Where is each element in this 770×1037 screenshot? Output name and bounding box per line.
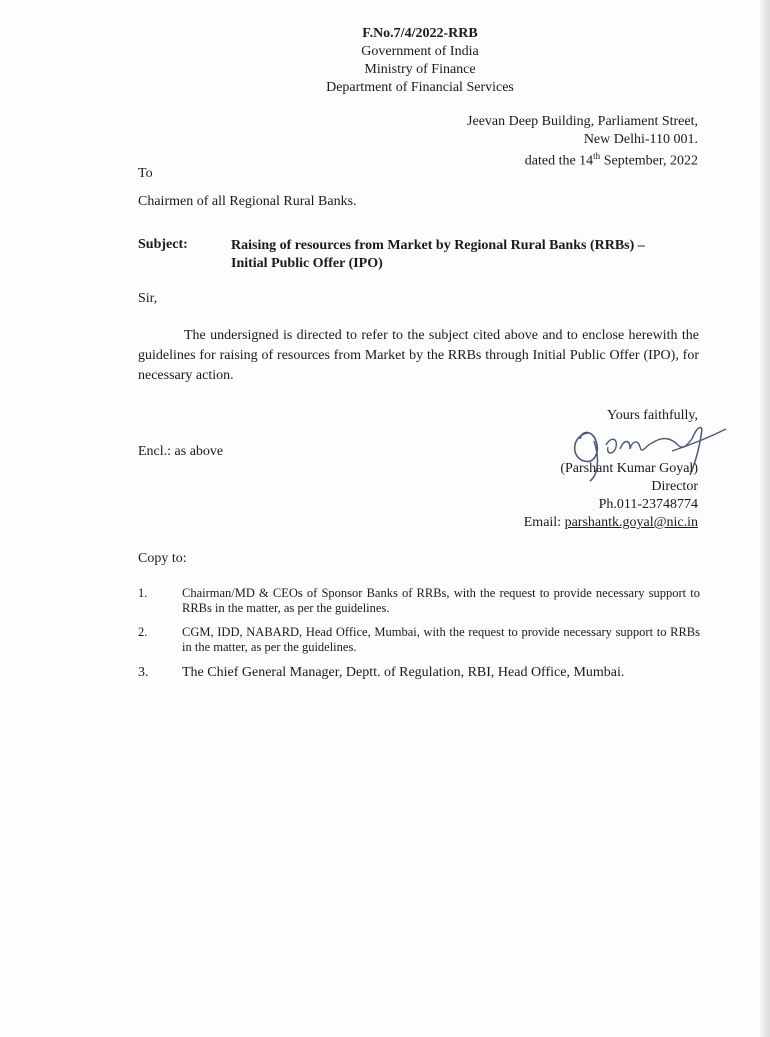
body-paragraph: The undersigned is directed to refer to the subject cited above and to enclose herewith the guidelines for raising of resources from Market by the RRBs through Initial Public Offer (IPO), for necessary action. — [138, 328, 699, 383]
signatory-designation: Director — [651, 479, 698, 494]
enclosure-note: Encl.: as above — [138, 444, 224, 459]
letter-date: dated the 14th September, 2022 — [524, 151, 698, 169]
signatory-block — [524, 460, 698, 532]
sender-address — [467, 113, 698, 170]
address-line-1: Jeevan Deep Building, Parliament Street, — [467, 114, 698, 129]
subject-text: Raising of resources from Market by Regional Rural Banks (RRBs) – Initial Public Offer (IPO) — [231, 238, 645, 271]
signatory-name: (Parshant Kumar Goyal) — [560, 461, 698, 476]
list-item: 1. Chairman/MD & CEOs of Sponsor Banks of RRBs, with the request to provide necessary support to RRBs in the matter, as per the guidelines. — [138, 586, 700, 615]
page-edge — [760, 0, 770, 1037]
copy-to-list — [138, 586, 700, 690]
to-label: To — [138, 166, 153, 181]
signatory-phone: Ph.011-23748774 — [598, 497, 698, 512]
list-item: 3. The Chief General Manager, Deptt. of Regulation, RBI, Head Office, Mumbai. — [138, 665, 625, 680]
email-link[interactable]: parshantk.goyal@nic.in — [564, 515, 698, 530]
recipient-name: Chairmen of all Regional Rural Banks. — [138, 194, 357, 209]
list-item: 2. CGM, IDD, NABARD, Head Office, Mumbai, with the request to provide necessary support to RRBs in the matter, as per the guidelines. — [138, 625, 700, 654]
department-name: Department of Financial Services — [326, 80, 514, 95]
signatory-email: Email: parshantk.goyal@nic.in — [523, 515, 698, 530]
letter-header — [0, 25, 770, 97]
copy-to-label: Copy to: — [138, 551, 187, 566]
salutation: Sir, — [138, 291, 158, 306]
closing: Yours faithfully, — [606, 408, 698, 423]
address-line-2: New Delhi-110 001. — [583, 131, 698, 147]
file-number: F.No.7/4/2022-RRB — [362, 26, 478, 41]
subject-label: Subject: — [138, 237, 188, 252]
government-name: Government of India — [361, 44, 479, 59]
ministry-name: Ministry of Finance — [364, 62, 476, 77]
